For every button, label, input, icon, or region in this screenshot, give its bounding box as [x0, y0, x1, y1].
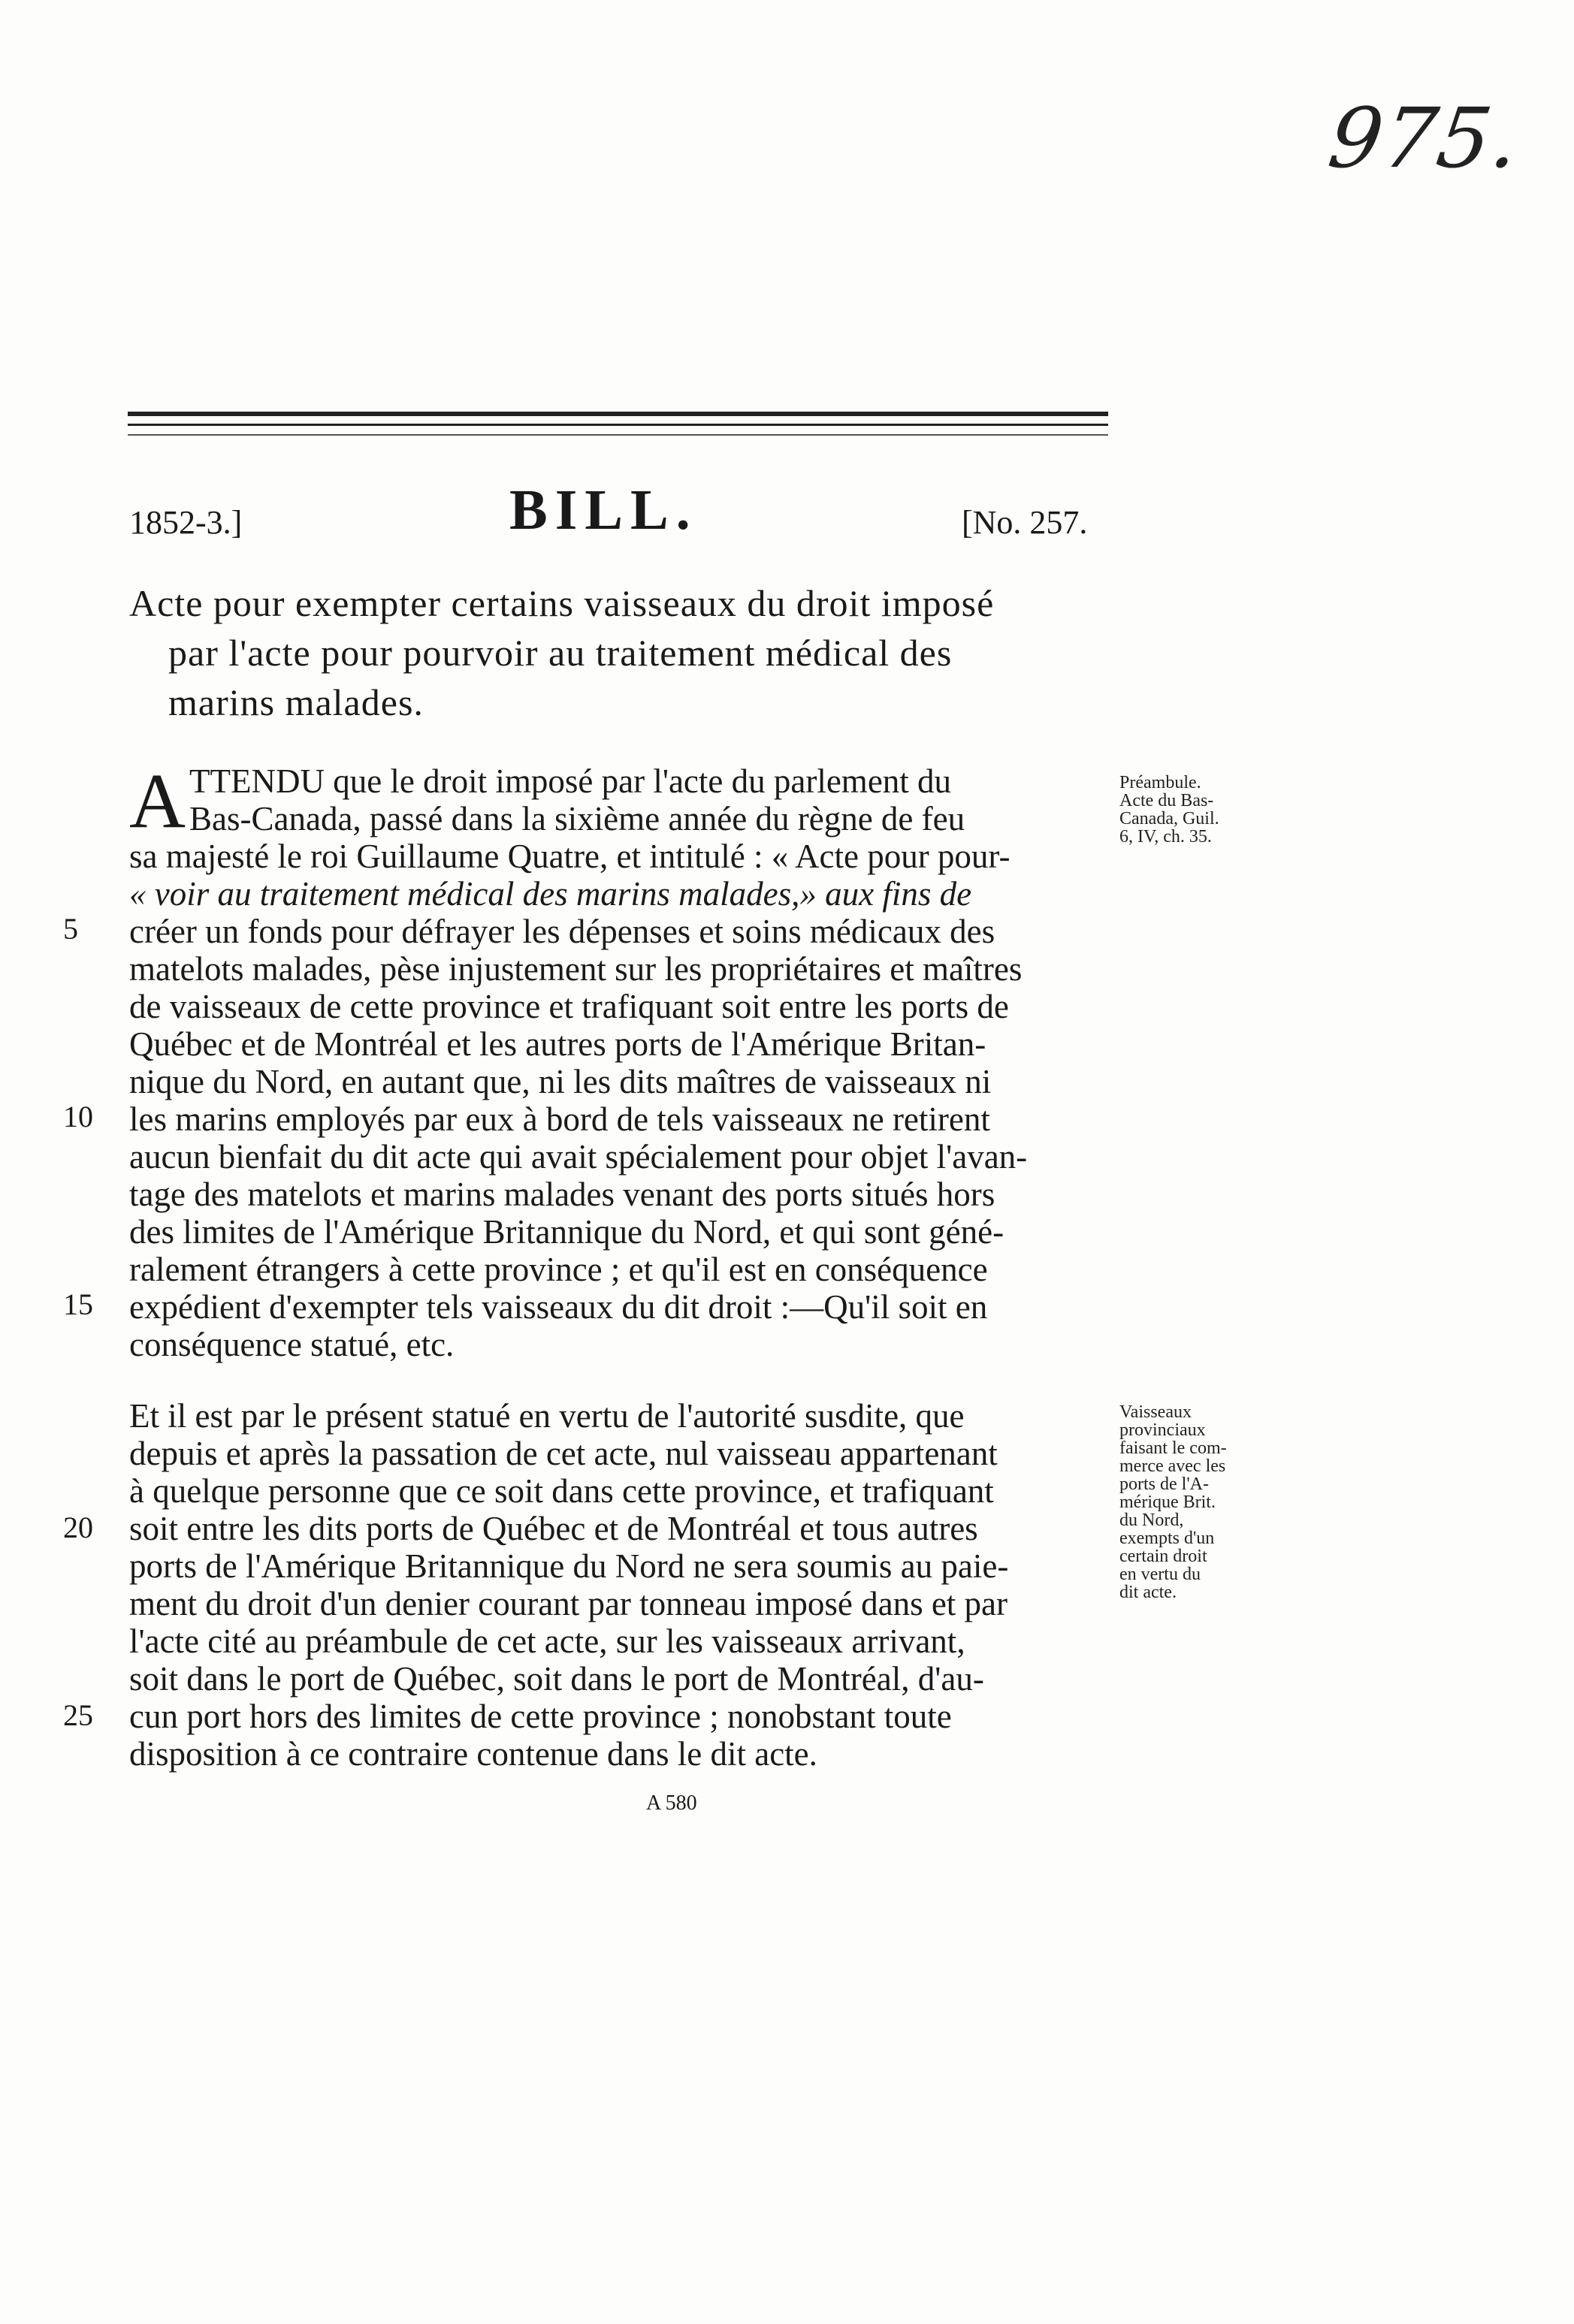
long-title-line: Acte pour exempter certains vaisseaux du droit imposé [129, 582, 995, 624]
marginal-note-line: faisant le com- [1119, 1438, 1227, 1458]
header-rule-middle [128, 424, 1108, 426]
enactment-line: disposition à ce contraire contenue dans le dit acte. [129, 1735, 817, 1773]
line-number: 20 [63, 1511, 93, 1544]
enactment-line: depuis et après la passation de cet acte, nul vaisseau appartenant [129, 1435, 998, 1472]
header-rule-thin [128, 434, 1108, 436]
marginal-note-line: 6, IV, ch. 35. [1119, 827, 1212, 847]
line-number: 5 [63, 912, 78, 946]
line-number: 25 [63, 1698, 93, 1732]
marginal-note-line: Canada, Guil. [1119, 809, 1219, 828]
long-title-line: marins malades. [168, 681, 424, 723]
signature-mark: A 580 [646, 1791, 697, 1815]
marginal-note-section [1119, 1403, 1285, 1601]
line-number: 15 [63, 1287, 93, 1321]
preamble-line: sa majesté le roi Guillaume Quatre, et intitulé : « Acte pour pour- [129, 838, 1011, 875]
marginal-note-line: en vertu du [1119, 1565, 1201, 1584]
preamble-line: tage des matelots et marins malades venant des ports situés hors [129, 1176, 995, 1213]
preamble-line: conséquence statué, etc. [129, 1326, 455, 1363]
marginal-note-line: mérique Brit. [1119, 1492, 1216, 1512]
enactment-line: soit dans le port de Québec, soit dans le port de Montréal, d'au- [129, 1660, 984, 1698]
enactment-paragraph [129, 1397, 1121, 1773]
enactment-line: soit entre les dits ports de Québec et de Montréal et tous autres [129, 1510, 978, 1547]
preamble-line: expédient d'exempter tels vaisseaux du dit droit :—Qu'il soit en [129, 1288, 988, 1326]
handwritten-page-number: 975. [1323, 90, 1527, 186]
preamble-line: des limites de l'Amérique Britannique du Nord, et qui sont géné- [129, 1213, 1005, 1251]
preamble-line: Québec et de Montréal et les autres ports de l'Amérique Britan- [129, 1025, 986, 1063]
preamble-line: matelots malades, pèse injustement sur les propriétaires et maîtres [129, 950, 1023, 988]
preamble-line: les marins employés par eux à bord de tels vaisseaux ne retirent [129, 1100, 990, 1138]
preamble-paragraph [129, 758, 1121, 1363]
preamble-line: ralement étrangers à cette province ; et qu'il est en conséquence [129, 1251, 988, 1288]
preamble-line: de vaisseaux de cette province et trafiquant soit entre les ports de [129, 988, 1009, 1025]
marginal-note-line: certain droit [1119, 1547, 1207, 1566]
marginal-note-line: ports de l'A- [1119, 1474, 1209, 1494]
drop-cap: A [129, 758, 186, 844]
marginal-note-line: dit acte. [1119, 1583, 1177, 1602]
marginal-note-line: exempts d'un [1119, 1529, 1215, 1548]
marginal-note-line: Vaisseaux [1119, 1402, 1192, 1422]
marginal-note-line: Acte du Bas- [1119, 791, 1214, 810]
marginal-note-line: merce avec les [1119, 1456, 1226, 1476]
preamble-line: aucun bienfait du dit acte qui avait spécialement pour objet l'avan- [129, 1138, 1028, 1176]
preamble-line: TTENDU que le droit imposé par l'acte du parlement du [189, 762, 952, 800]
preamble-line: Bas-Canada, passé dans la sixième année du règne de feu [189, 800, 965, 838]
marginal-note-line: Préambule. [1119, 773, 1201, 792]
enactment-line: cun port hors des limites de cette province ; nonobstant toute [129, 1698, 952, 1735]
enactment-line: Et il est par le présent statué en vertu de l'autorité susdite, que [129, 1397, 965, 1435]
bill-number: [No. 257. [962, 504, 1088, 541]
preamble-line: nique du Nord, en autant que, ni les dits maîtres de vaisseaux ni [129, 1063, 992, 1100]
enactment-line: l'acte cité au préambule de cet acte, sur les vaisseaux arrivant, [129, 1622, 965, 1660]
marginal-note-line: du Nord, [1119, 1511, 1184, 1530]
session-year: 1852-3.] [129, 504, 243, 541]
enactment-line: ports de l'Amérique Britannique du Nord ne sera soumis au paie- [129, 1547, 1009, 1585]
long-title [129, 578, 1128, 727]
marginal-note-line: provinciaux [1119, 1420, 1206, 1440]
line-number: 10 [63, 1100, 93, 1133]
long-title-line: par l'acte pour pourvoir au traitement médical des [168, 632, 953, 674]
enactment-line: ment du droit d'un denier courant par tonneau imposé dans et par [129, 1585, 1008, 1622]
enactment-line: à quelque personne que ce soit dans cette province, et trafiquant [129, 1472, 994, 1510]
marginal-note-preamble [1119, 774, 1285, 846]
bill-title: BILL. [509, 478, 698, 542]
header-rule-thick [128, 412, 1108, 416]
preamble-line: créer un fonds pour défrayer les dépenses et soins médicaux des [129, 913, 995, 950]
preamble-line: « voir au traitement médical des marins malades,» aux fins de [129, 875, 972, 913]
